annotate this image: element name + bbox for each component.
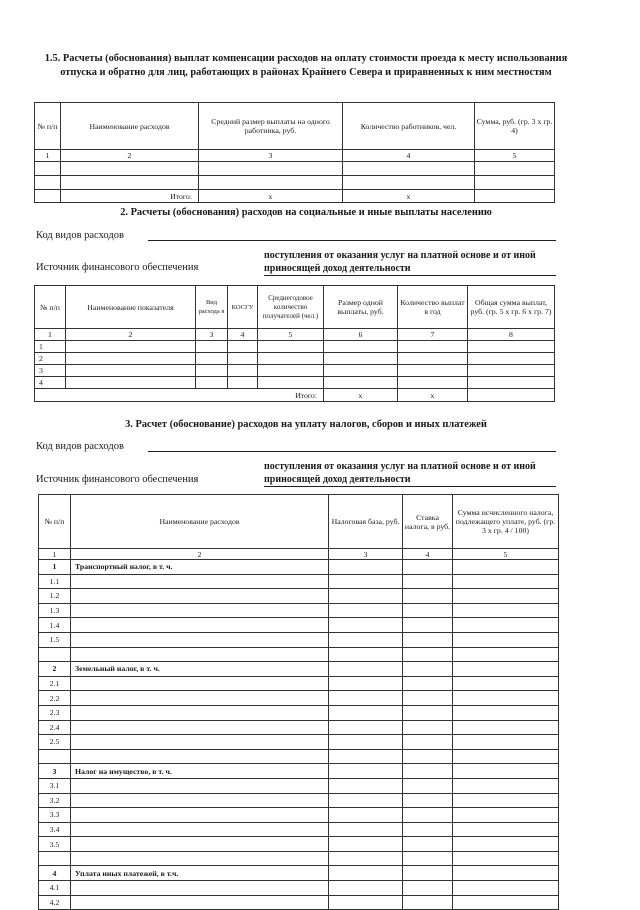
s2-header-name: Наименование показателя [66, 286, 196, 329]
s2-code-field [148, 240, 556, 241]
tax-group-name: Транспортный налог, в т. ч. [71, 560, 329, 575]
tax-group-num: 1 [39, 560, 71, 575]
s2-code-label: Код видов расходов [36, 230, 124, 241]
table-row [39, 749, 559, 764]
s2-header-recipients: Среднегодовое количество получателей (чел.) [258, 286, 324, 329]
tax-sub-num: 2.3 [39, 705, 71, 720]
s2-colnum: 5 [258, 329, 324, 341]
s1-header-name: Наименование расходов [61, 103, 199, 150]
s1-colnum: 1 [35, 150, 61, 162]
table-row [39, 895, 559, 910]
s2-total-label: Итого: [35, 389, 324, 402]
tax-sub-num: 3.5 [39, 837, 71, 852]
s2-row-num: 3 [35, 365, 66, 377]
tax-sub-num: 2.4 [39, 720, 71, 735]
s1-header-avg: Средний размер выплаты на одного работника, руб. [199, 103, 343, 150]
s2-colnum: 6 [324, 329, 398, 341]
tax-sub-num: 1.5 [39, 632, 71, 647]
tax-group-num: 4 [39, 866, 71, 881]
s1-colnum: 2 [61, 150, 199, 162]
s2-source-label: Источник финансового обеспечения [36, 262, 199, 273]
table-row [35, 353, 555, 365]
s3-colnum: 4 [403, 549, 453, 560]
tax-sub-num: 3.2 [39, 793, 71, 808]
section3-table [38, 494, 559, 910]
table-row [39, 603, 559, 618]
section2-table [34, 285, 555, 402]
table-row [39, 574, 559, 589]
table-row [39, 676, 559, 691]
table-row [39, 851, 559, 866]
s1-colnum: 3 [199, 150, 343, 162]
tax-group-row [39, 560, 559, 575]
s1-total-x: x [199, 190, 343, 203]
table-row [39, 778, 559, 793]
s1-total-label: Итого: [61, 190, 199, 203]
s1-header-count: Количество работников, чел. [343, 103, 475, 150]
s2-row-num: 1 [35, 341, 66, 353]
tax-sub-num: 3.4 [39, 822, 71, 837]
table-row [39, 735, 559, 750]
s3-header-base: Налоговая база, руб. [329, 495, 403, 549]
s1-total-x: x [343, 190, 475, 203]
s1-colnum: 4 [343, 150, 475, 162]
s2-colnum: 1 [35, 329, 66, 341]
tax-sub-num: 2.5 [39, 735, 71, 750]
s2-colnum: 7 [398, 329, 468, 341]
s3-colnum: 1 [39, 549, 71, 560]
tax-group-name: Земельный налог, в т. ч. [71, 662, 329, 677]
s3-colnum: 2 [71, 549, 329, 560]
tax-group-row [39, 764, 559, 779]
tax-group-num: 2 [39, 662, 71, 677]
s3-header-rate: Ставка налога, в руб. [403, 495, 453, 549]
table-row [39, 647, 559, 662]
s2-header-type: Вид расхода в [196, 286, 228, 329]
s2-row-num: 2 [35, 353, 66, 365]
s3-header-name: Наименование расходов [71, 495, 329, 549]
table-row [39, 632, 559, 647]
s2-colnum: 2 [66, 329, 196, 341]
s3-code-label: Код видов расходов [36, 441, 124, 452]
s2-header-total: Общая сумма выплат, руб. (гр. 5 х гр. 6 х гр. 7) [468, 286, 555, 329]
tax-sub-num: 3.3 [39, 808, 71, 823]
section2-title: 2. Расчеты (обоснования) расходов на социальные и иные выплаты населению [120, 207, 492, 218]
table-row [39, 837, 559, 852]
s3-body [39, 560, 559, 910]
s3-colnum: 3 [329, 549, 403, 560]
table-row [39, 589, 559, 604]
tax-group-row [39, 866, 559, 881]
s2-colnum: 4 [228, 329, 258, 341]
s1-header-num: № п/п [35, 103, 61, 150]
s3-code-field [148, 451, 556, 452]
tax-sub-num: 4.2 [39, 895, 71, 910]
section1-title: 1.5. Расчеты (обоснования) выплат компенсации расходов на оплату стоимости проезда к месту использования отпуска и обратно для лиц, работающих в районах Крайнего Севера и приравненных к ним местностям [44, 53, 568, 78]
tax-sub-num: 1.2 [39, 589, 71, 604]
tax-sub-num: 1.3 [39, 603, 71, 618]
table-row [39, 808, 559, 823]
s1-header-sum: Сумма, руб. (гр. 3 х гр. 4) [475, 103, 555, 150]
tax-sub-num: 1.1 [39, 574, 71, 589]
s3-header-sum: Сумма исчисленного налога, подлежащего уплате, руб. (гр. 3 х гр. 4 / 100) [453, 495, 559, 549]
table-row [39, 822, 559, 837]
tax-sub-num: 4.1 [39, 881, 71, 896]
s3-source-value: поступления от оказания услуг на платной основе и от иной приносящей доход деятельности [264, 460, 556, 487]
section3-title: 3. Расчет (обоснование) расходов на уплату налогов, сборов и иных платежей [125, 419, 487, 430]
table-row [35, 377, 555, 389]
tax-group-name: Уплата иных платежей, в т.ч. [71, 866, 329, 881]
table-row [35, 365, 555, 377]
s2-total-x: x [324, 389, 398, 402]
s2-header-count: Количество выплат в год [398, 286, 468, 329]
s3-colnum: 5 [453, 549, 559, 560]
table-row [35, 341, 555, 353]
tax-group-row [39, 662, 559, 677]
s2-colnum: 8 [468, 329, 555, 341]
table-row [39, 881, 559, 896]
s2-source-value: поступления от оказания услуг на платной основе и от иной приносящей доход деятельности [264, 249, 556, 276]
table-row [39, 720, 559, 735]
section1-table [34, 102, 555, 203]
table-row [39, 618, 559, 633]
s2-header-num: № п/п [35, 286, 66, 329]
tax-sub-num: 3.1 [39, 778, 71, 793]
s2-row-num: 4 [35, 377, 66, 389]
s2-header-payment: Размер одной выплаты, руб. [324, 286, 398, 329]
s3-source-label: Источник финансового обеспечения [36, 474, 199, 485]
table-row [39, 705, 559, 720]
tax-group-num: 3 [39, 764, 71, 779]
table-row [39, 793, 559, 808]
tax-sub-num: 2.2 [39, 691, 71, 706]
table-row [35, 162, 555, 176]
table-row [35, 176, 555, 190]
s2-header-kosgu: КОСГУ [228, 286, 258, 329]
s2-total-x: x [398, 389, 468, 402]
tax-group-name: Налог на имущество, в т. ч. [71, 764, 329, 779]
tax-sub-num: 2.1 [39, 676, 71, 691]
tax-sub-num: 1.4 [39, 618, 71, 633]
table-row [39, 691, 559, 706]
s2-colnum: 3 [196, 329, 228, 341]
s3-header-num: № п/п [39, 495, 71, 549]
s1-colnum: 5 [475, 150, 555, 162]
